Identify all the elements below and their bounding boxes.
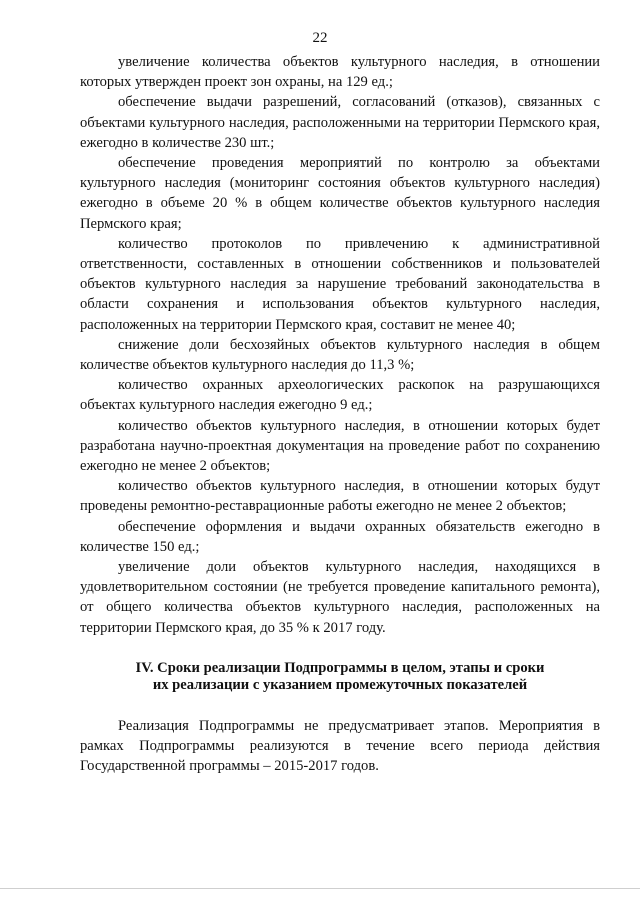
page-bottom-edge	[0, 888, 640, 889]
indicator-paragraph: обеспечение проведения мероприятий по контролю за объектами культурного наследия (мониторинг состояния объектов культурного наследия) ежегодно в объеме 20 % в общем количестве объектов культурного наследия Пермского края;	[80, 155, 600, 232]
document-body	[80, 52, 600, 777]
indicator-paragraph: количество объектов культурного наследия, в отношении которых будет разработана научно-проектная документация на проведение работ по сохранению ежегодно не менее 2 объектов;	[80, 417, 600, 475]
section-heading	[80, 660, 600, 694]
indicator-paragraph: снижение доли бесхозяйных объектов культурного наследия в общем количестве объектов культурного наследия до 11,3 %;	[80, 336, 600, 374]
page-number: 22	[312, 30, 328, 46]
section-heading-line: IV. Сроки реализации Подпрограммы в целом, этапы и сроки	[135, 659, 545, 676]
indicator-paragraph: количество протоколов по привлечению к административной ответственности, составленных в отношении собственников и пользователей объектов культурного наследия за нарушение требований законодательства в области сохранения и использования объектов культурного наследия, расположенных на территории Пермского края, составит не менее 40;	[80, 235, 600, 333]
section-heading-line: их реализации с указанием промежуточных показателей	[152, 676, 528, 693]
indicator-paragraph: увеличение доли объектов культурного наследия, находящихся в удовлетворительном состоянии (не требуется проведение капитального ремонта), от общего количества объектов культурного наследия, расположенных на территории Пермского края, до 35 % к 2017 году.	[80, 559, 600, 636]
indicator-paragraph: количество объектов культурного наследия, в отношении которых будут проведены ремонтно-реставрационные работы ежегодно не менее 2 объектов;	[80, 478, 600, 515]
indicator-paragraph: обеспечение выдачи разрешений, согласований (отказов), связанных с объектами культурного наследия, расположенными на территории Пермского края, ежегодно в количестве 230 шт.;	[80, 94, 600, 151]
indicator-paragraph: увеличение количества объектов культурного наследия, в отношении которых утвержден проект зон охраны, на 129 ед.;	[80, 54, 600, 91]
section-body-paragraph: Реализация Подпрограммы не предусматривает этапов. Мероприятия в рамках Подпрограммы реализуются в течение всего периода действия Государственной программы – 2015-2017 годов.	[80, 717, 600, 775]
indicator-paragraph: обеспечение оформления и выдачи охранных обязательств ежегодно в количестве 150 ед.;	[80, 518, 600, 555]
indicator-paragraph: количество охранных археологических раскопок на разрушающихся объектах культурного наследия ежегодно 9 ед.;	[80, 377, 600, 414]
